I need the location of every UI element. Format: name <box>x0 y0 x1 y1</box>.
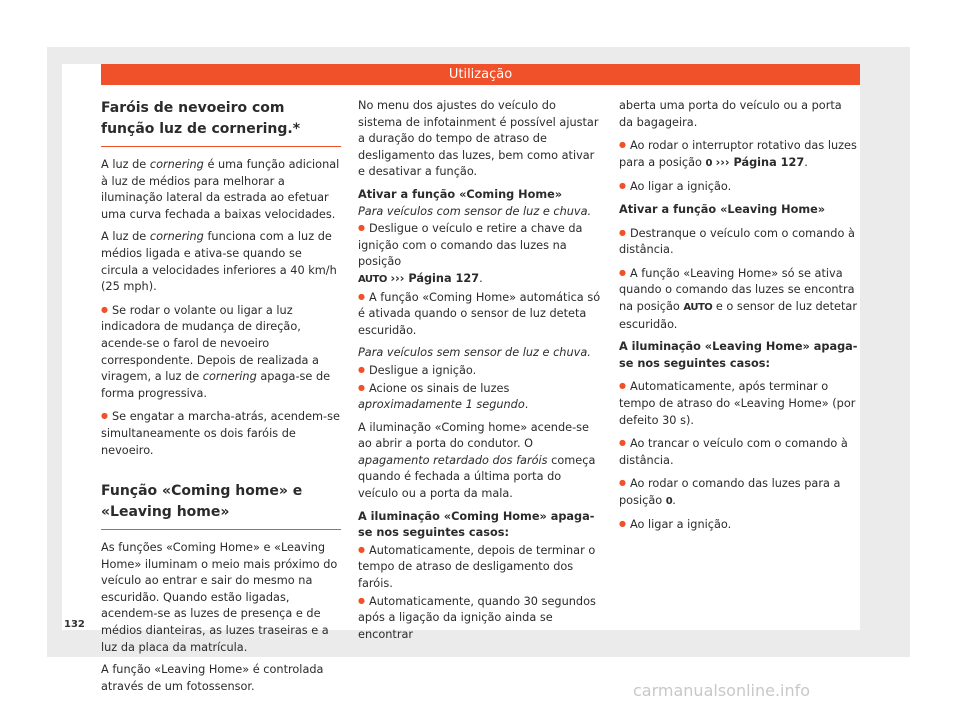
bullet-item: ● A função «Coming Home» automática só é ativada quando o sensor de luz deteta escuridão. <box>358 289 602 340</box>
bullet-item <box>619 265 859 333</box>
bullet-item: ● Automaticamente, quando 30 segundos após a ligação da ignição ainda se encontrar <box>358 593 602 644</box>
paragraph <box>101 157 341 223</box>
text: funciona com a luz de médios ligada e ativa-se quando se circula a velocidades inferiores a 40 km/h (25 mph). <box>101 230 337 294</box>
text: Ao rodar o comando das luzes para a posição <box>619 477 841 507</box>
bullet-item: ● Ao ligar a ignição. <box>619 516 859 534</box>
text: A função «Leaving Home» só se ativa quando o comando das luzes se encontra na posição <box>619 266 855 313</box>
bullet-item: ● Desligue o veículo e retire a chave da ignição com o comando das luzes na posição AUTO ››› Página 127. <box>358 220 602 288</box>
text: A luz de <box>101 158 150 171</box>
text: A iluminação «Coming home» acende-se ao abrir a porta do condutor. O <box>358 420 590 451</box>
text: Ao rodar o interruptor rotativo das luzes para a posição <box>619 139 857 169</box>
section-header: Utilização <box>101 64 860 85</box>
condition-note: Para veículos com sensor de luz e chuva. <box>358 204 592 218</box>
subheading: Ativar a função «Leaving Home» <box>619 202 826 216</box>
page-link[interactable] <box>390 272 479 285</box>
paragraph <box>358 420 602 503</box>
position-zero-icon: 0 <box>705 157 712 169</box>
column-1 <box>101 98 341 701</box>
paragraph <box>101 229 341 295</box>
link-arrow-icon: ››› <box>390 271 405 285</box>
condition-note: Para veículos sem sensor de luz e chuva. <box>358 346 591 360</box>
text-italic: aproximadamente 1 segundo <box>358 398 525 412</box>
page-number: 132 <box>64 619 85 630</box>
column-3 <box>619 98 859 540</box>
text: é uma função adicional à luz de médios para melhorar a iluminação lateral da estrada ao efetuar uma curva fechada a baixas velocidades. <box>101 158 340 221</box>
bullet-item: ● Automaticamente, depois de terminar o tempo de atraso de desligamento dos faróis. <box>358 542 602 593</box>
bullet-item: ● Desligue a ignição. <box>358 362 602 380</box>
bullet-item: ● Destranque o veículo com o comando à distância. <box>619 225 859 259</box>
text: Acione os sinais de luzes <box>368 381 510 395</box>
auto-symbol-icon: AUTO <box>358 273 387 285</box>
heading-coming-home: Função «Coming home» e «Leaving home» <box>101 481 341 530</box>
bullet-item: ● Se engatar a marcha-atrás, acendem-se simultaneamente os dois faróis de nevoeiro. <box>101 408 341 459</box>
bullet-item: ● Ao rodar o interruptor rotativo das luzes para a posição 0 ››› Página 127. <box>619 137 859 172</box>
subheading: A iluminação «Leaving Home» apaga-se nos seguintes casos: <box>619 340 858 370</box>
column-2 <box>358 98 602 643</box>
subheading: A iluminação «Coming Home» apaga-se nos seguintes casos: <box>358 509 595 540</box>
text-italic: cornering <box>202 370 257 384</box>
subheading: Ativar a função «Coming Home» <box>358 187 563 201</box>
text: apaga-se de forma progressiva. <box>101 370 331 400</box>
bullet-item: ● Acione os sinais de luzes aproximadamente 1 segundo. <box>358 380 602 414</box>
paragraph: No menu dos ajustes do veículo do sistema de infotainment é possível ajustar a duração do tempo de atraso de desligamento das luzes, bem como ativar e desativar a função. <box>358 99 599 179</box>
text-italic: cornering <box>149 230 204 244</box>
position-zero-icon: 0 <box>665 495 673 507</box>
link-text: Página 127 <box>733 155 805 169</box>
bullet-item: ● Automaticamente, após terminar o tempo de atraso do «Leaving Home» (por defeito 30 s). <box>619 378 859 429</box>
bullet-item: ● Ao rodar o comando das luzes para a posição 0. <box>619 475 859 510</box>
text-italic: apagamento retardado dos faróis <box>358 453 548 467</box>
page-link[interactable] <box>716 156 805 169</box>
bullet-item <box>101 302 341 403</box>
text: Desligue o veículo e retire a chave da ignição com o comando das luzes na posição <box>358 222 583 269</box>
text-italic: cornering <box>149 158 204 171</box>
bullet-item: ● Ao ligar a ignição. <box>619 178 859 196</box>
auto-symbol-icon: AUTO <box>683 301 713 313</box>
paragraph: aberta uma porta do veículo ou a porta da bagageira. <box>619 99 842 129</box>
text: Se rodar o volante ou ligar a luz indicadora de mudança de direção, acende-se o farol de nevoeiro correspondente. Depois de realizada a viragem, a luz de <box>101 303 319 384</box>
link-arrow-icon: ››› <box>715 155 730 169</box>
paragraph: A função «Leaving Home» é controlada através de um fotossensor. <box>101 663 324 693</box>
heading-fog-lights: Faróis de nevoeiro com função luz de cornering.* <box>101 98 341 147</box>
bullet-item: ● Ao trancar o veículo com o comando à distância. <box>619 435 859 469</box>
text: A luz de <box>101 230 150 244</box>
watermark: carmanualsonline.info <box>633 681 811 700</box>
text: começa quando é fechada a última porta do veículo ou a porta da mala. <box>358 453 596 501</box>
paragraph: As funções «Coming Home» e «Leaving Home» iluminam o meio mais próximo do veículo ao entrar e sair do mesmo na escuridão. Quando estão ligadas, acendem-se as luzes de presença e de médios dianteiras, as luzes traseiras e a luz da placa da matrícula. <box>101 541 338 654</box>
text: e o sensor de luz detetar escuridão. <box>619 299 857 331</box>
link-text: Página 127 <box>408 271 480 285</box>
